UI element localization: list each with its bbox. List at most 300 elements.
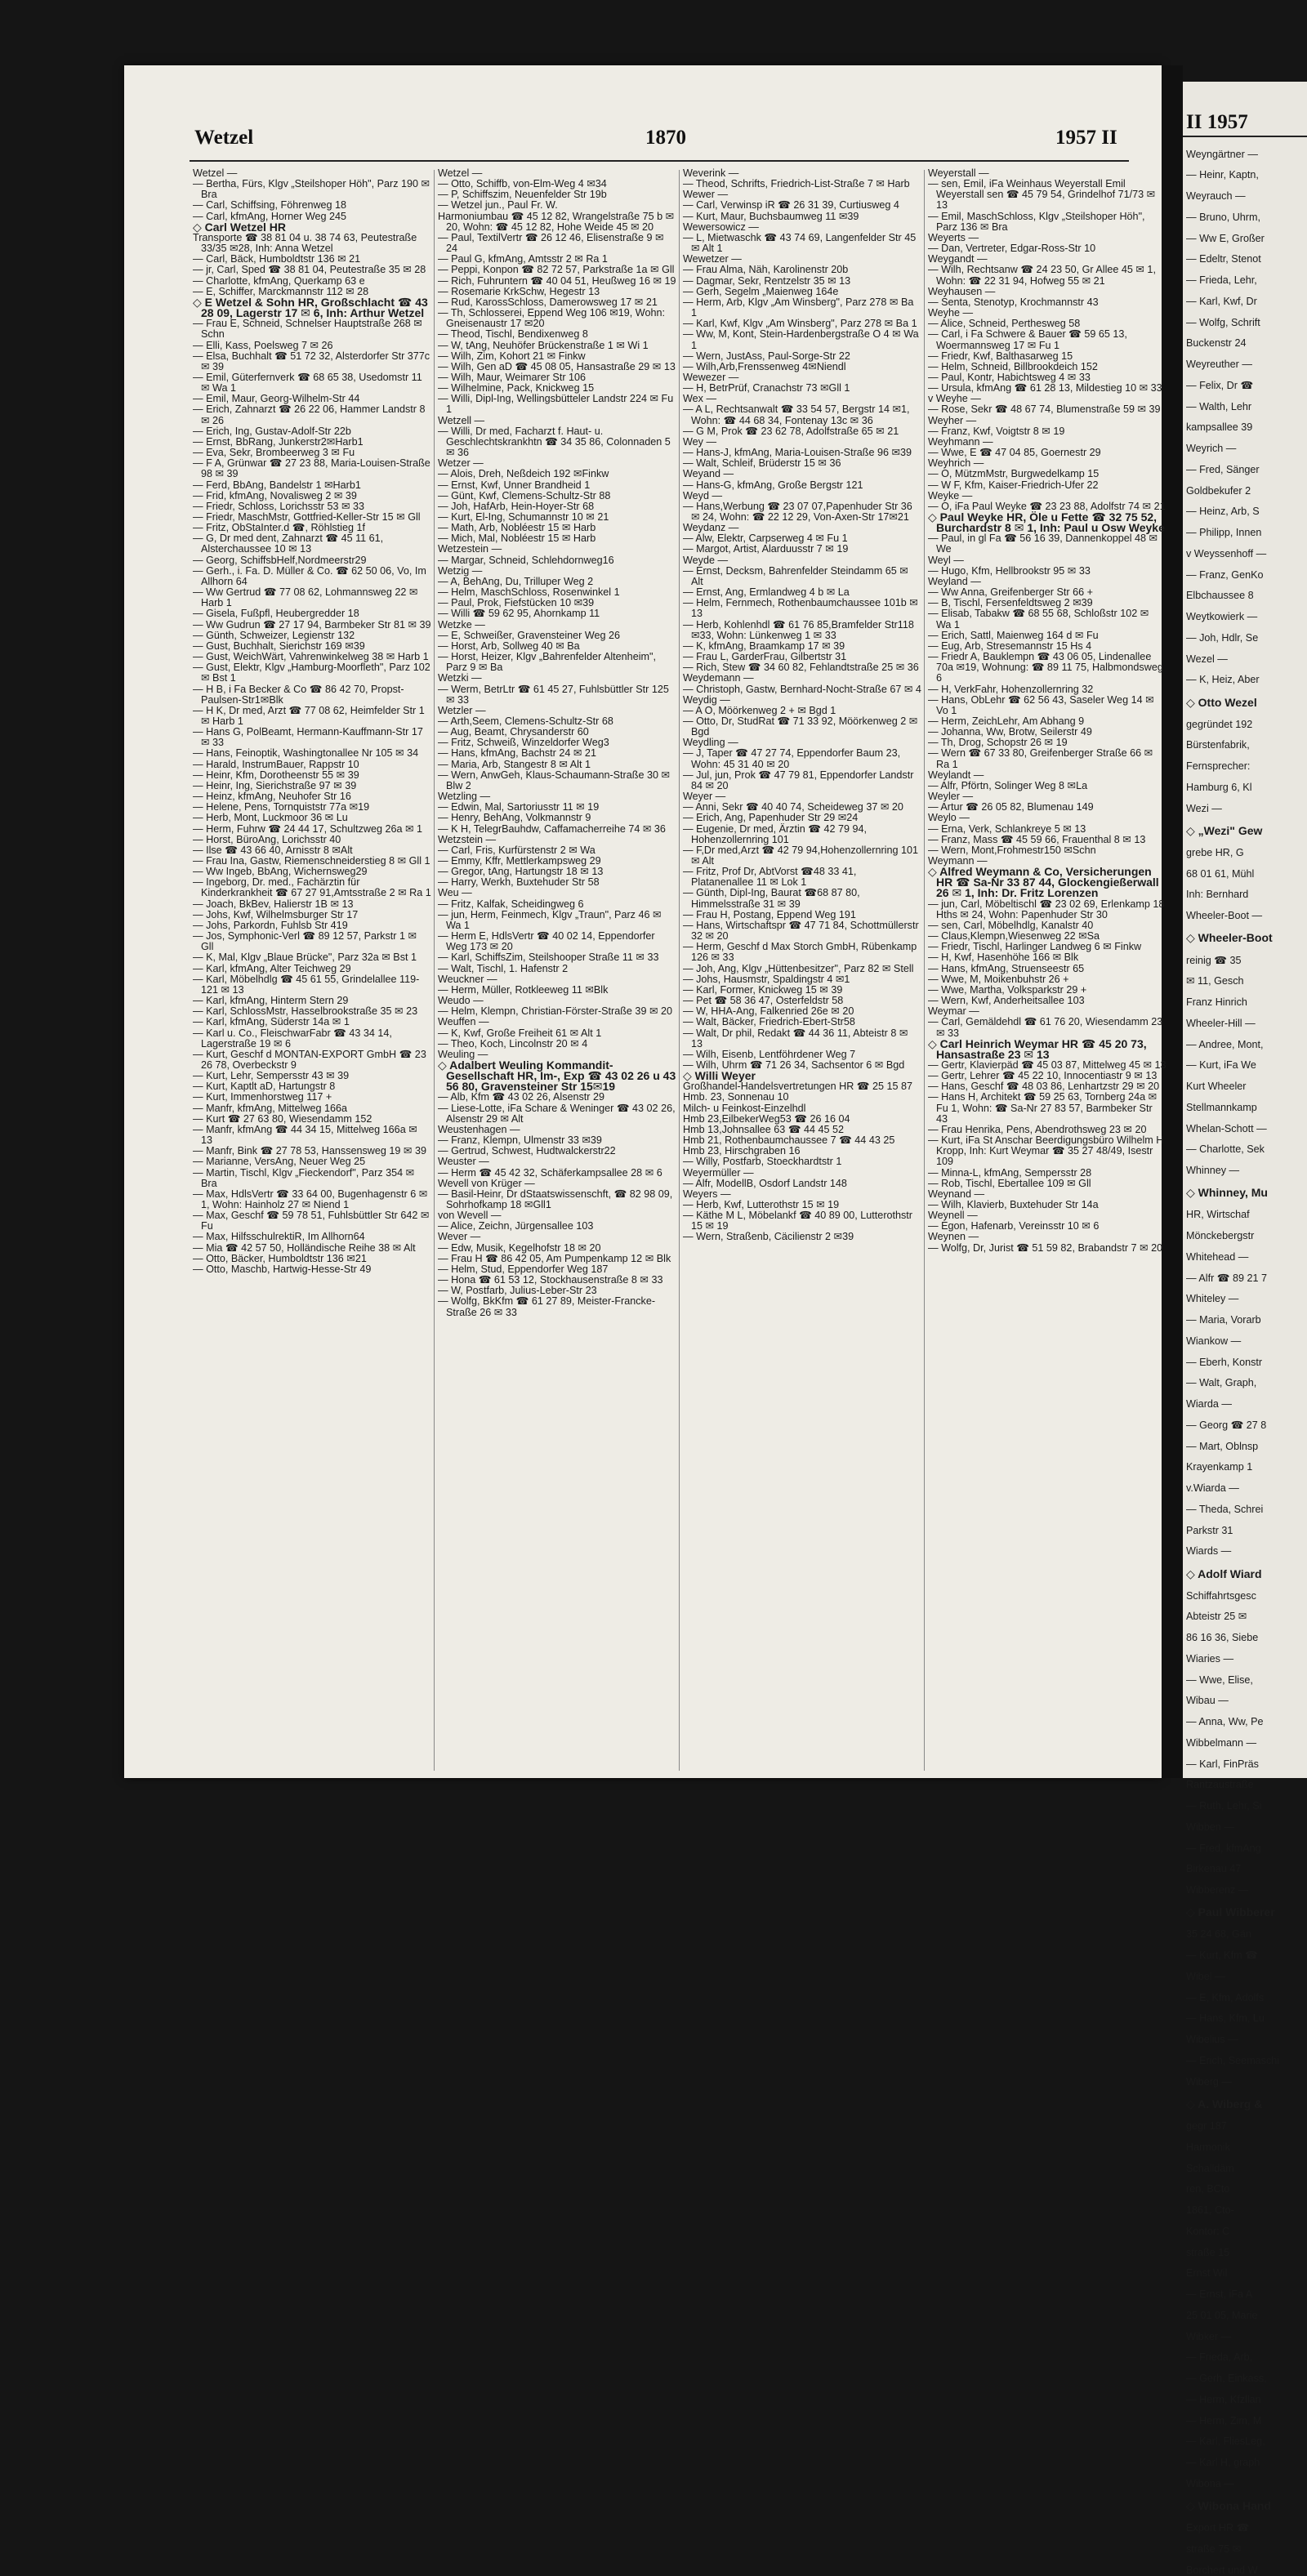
directory-entry: — Eberh, Konstr: [1186, 1356, 1263, 1368]
directory-entry: — Fred, Sänger: [1186, 463, 1260, 475]
directory-entry: — Th, Schlosserei, Eppend Weg 106 ✉19, Wohn: Gneisenaustr 17 ✉20: [438, 307, 665, 330]
directory-entry: Stellmannkamp: [1186, 1101, 1257, 1113]
directory-entry: — Wilh, Gen aD ☎ 45 08 05, Hansastraße 29 ✉ 13: [438, 360, 676, 372]
surname-heading: Weyhmann —: [928, 435, 993, 448]
directory-entry: — G M, Prok ☎ 23 62 78, Adolfstraße 65 ✉ 21: [683, 425, 899, 437]
surname-heading: Weyerstall —: [928, 167, 989, 179]
directory-entry: — Elisab, Tabakw ☎ 68 55 68, Schloßstr 102 ✉ Wa 1: [928, 608, 1149, 631]
directory-entry: — Joh, Hdlr, Se: [1186, 631, 1259, 644]
directory-entry: — Heinr, Kfm, Dorotheenstr 55 ✉ 39: [193, 769, 359, 781]
surname-heading: Weylo —: [928, 812, 970, 824]
directory-entry: — Karl, Former, Knickweg 15 ✉ 39: [683, 983, 843, 996]
directory-entry: — Martin, Tischl, Klgv „Fieckendorf", Parz 354 ✉ Bra: [193, 1166, 415, 1189]
directory-entry: — Ursula, kfmAng ☎ 61 28 13, Mildestieg 10 ✉ 33: [928, 382, 1162, 394]
directory-entry: — Karl, kfmAng, Hinterm Stern 29: [193, 995, 349, 1007]
directory-entry: — Frau H ☎ 86 42 05, Am Pumpenkamp 12 ✉ Blk: [438, 1252, 671, 1264]
directory-entry: Birkenau 47: [1186, 1863, 1242, 1875]
directory-entry: — Karl u. Co., FleischwarFabr ☎ 43 34 14, Lagerstraße 19 ✉ 6: [193, 1027, 392, 1050]
directory-entry: Franz Hinrich: [1186, 996, 1247, 1009]
directory-entry: — Charlotte, Sek: [1186, 1143, 1265, 1156]
surname-heading: Wibberenz —: [1186, 1884, 1249, 1896]
directory-entry: — Karl, Kwf, Klgv „Am Winsberg", Parz 278 ✉ Ba 1: [683, 318, 917, 330]
directory-entry: — Georg, SchiffsbHelf,Nordmeerstr29: [193, 554, 367, 566]
directory-entry: — Karl, SchlossMstr, Hasselbrookstraße 35 ✉ 23: [193, 1005, 418, 1018]
directory-entry: — Georg ☎ 27 8: [1186, 1419, 1267, 1431]
surname-heading: Wibelius —: [1186, 2034, 1238, 2046]
surname-heading: von Wevell —: [438, 1210, 502, 1222]
directory-entry: 25 01 05, Marie: [1186, 2309, 1258, 2321]
directory-entry: Fernsprecher:: [1186, 760, 1251, 773]
directory-entry: — G, Dr med dent, Zahnarzt ☎ 45 11 61, Alsterchaussee 10 ✉ 13: [193, 533, 384, 555]
directory-entry: — Joh, HafArb, Hein-Hoyer-Str 68: [438, 500, 595, 512]
directory-entry: — Rob, Tischl, Ebertallee 109 ✉ Gll: [928, 1177, 1091, 1189]
directory-entry: — Harry, Werkh, Buxtehuder Str 58: [438, 876, 600, 889]
directory-entry: — H, BetrPrüf, Cranachstr 73 ✉Gll 1: [683, 382, 850, 394]
directory-entry: — Willi ☎ 59 62 95, Ahornkamp 11: [438, 608, 600, 620]
directory-entry: — Ernst, Decksm, Bahrenfelder Steindamm 65 ✉ Alt: [683, 564, 908, 587]
directory-entry: grebe HR, G: [1186, 846, 1244, 858]
surname-heading: v Weyssenhoff —: [1186, 547, 1267, 559]
directory-entry: — Philipp, Innen: [1186, 527, 1262, 539]
directory-entry: — Karl, Möbelhdlg ☎ 45 61 55, Grindelallee 119-121 ✉ 13: [193, 973, 420, 996]
directory-entry: — Hans, Kfm, Lu: [1186, 2012, 1265, 2025]
directory-entry: — Alfr, Pförtn, Solinger Weg 8 ✉La: [928, 779, 1088, 791]
directory-entry: — Hans, Wirtschaftspr ☎ 47 71 84, Schottmüllerstr 32 ✉ 20: [683, 919, 919, 943]
surname-heading: Wibker —: [1186, 2330, 1232, 2342]
directory-entry: — Frau H, Postang, Eppend Weg 191: [683, 908, 856, 920]
directory-entry: — Gust, Buchhalt, Sierichstr 169 ✉39: [193, 640, 365, 652]
surname-heading: Weuffen —: [438, 1016, 489, 1028]
directory-entry: — Paul G, kfmAng, Amtsstr 2 ✉ Ra 1: [438, 253, 608, 265]
directory-entry: — Alb, Kfm ☎ 43 02 26, Alsenstr 29: [438, 1091, 604, 1103]
directory-entry: — Walth, Lehr: [1186, 400, 1252, 412]
directory-entry: — Wern, JustAss, Paul-Sorge-Str 22: [683, 350, 850, 362]
opposite-page: [1183, 82, 1307, 2576]
directory-entry: — Herb, Kwf, Lutterothstr 15 ✉ 19: [683, 1199, 840, 1210]
directory-entry: — Carl, Fris, Kurfürstenstr 2 ✉ Wa: [438, 844, 596, 856]
directory-entry: — Peppi, Konpon ☎ 82 72 57, Parkstraße 1a ✉ Gll: [438, 264, 675, 276]
directory-entry: — Karl H, graph: [1186, 2457, 1260, 2469]
surname-heading: Wetzell —: [438, 414, 485, 426]
directory-entry: — Karl, SchiffsZim, Steilshooper Straße 11 ✉ 33: [438, 952, 659, 964]
directory-entry: — Frieda, Lehr,: [1186, 274, 1257, 287]
directory-entry: — Otto, Bäcker, Humboldtstr 136 ✉21: [193, 1252, 367, 1264]
directory-entry: — Mia ☎ 42 57 50, Holländische Reihe 38 ✉ Alt: [193, 1241, 416, 1254]
surname-heading: Weyers —: [683, 1188, 731, 1200]
directory-entry: — Alice, Schneid, Perthesweg 58: [928, 318, 1081, 330]
surname-heading: Weyerts —: [928, 231, 979, 243]
surname-heading: Weyer —: [683, 791, 726, 803]
directory-entry: — Erna, Verk, Schlankreye 5 ✉ 13: [928, 822, 1086, 835]
directory-entry: Harmonik: [1186, 2141, 1230, 2153]
directory-entry: — Carl, Verwinsp iR ☎ 26 31 39, Curtiusweg 4: [683, 199, 899, 212]
directory-entry: — Artur ☎ 26 05 82, Blumenau 149: [928, 801, 1094, 813]
surname-heading: Wibben —: [1186, 1821, 1234, 1833]
directory-entry: — Rose, Sekr ☎ 48 67 74, Blumenstraße 59 ✉ 39: [928, 403, 1161, 416]
directory-entry: — Heinz, kfmAng, Neuhofer Str 16: [193, 791, 351, 803]
directory-entry: — Carl, kfmAng, Horner Weg 245: [193, 210, 347, 222]
surname-heading: Weygandt —: [928, 253, 988, 265]
surname-heading: Weu —: [438, 887, 472, 899]
surname-heading: Weynen —: [928, 1231, 979, 1243]
directory-entry: — Herm, Kfzllan: [1186, 2393, 1261, 2405]
directory-entry: — Hans, Feinoptik, Washingtonallee Nr 105 ✉ 34: [193, 747, 419, 760]
directory-entry: — Ww E, Großer: [1186, 232, 1265, 244]
opposite-page-column: [1186, 139, 1307, 2576]
directory-entry: — Hans G, PolBeamt, Hermann-Kauffmann-Str 17 ✉ 33: [193, 726, 423, 749]
surname-heading: Weyl —: [928, 554, 964, 566]
directory-entry: — Minna-L, kfmAng, Sempersstr 28: [928, 1166, 1092, 1179]
directory-entry: — Rich, Fuhruntern ☎ 40 04 51, Heußweg 16 ✉ 19: [438, 274, 676, 287]
surname-heading: Weyngärtner —: [1186, 148, 1258, 160]
directory-entry: — E, Schweißer, Gravensteiner Weg 26: [438, 629, 621, 641]
directory-entry: — Johs, Kwf, Wilhelmsburger Str 17: [193, 908, 359, 920]
directory-entry: — J, Taper ☎ 47 27 74, Eppendorfer Baum 23, Wohn: 45 31 40 ✉ 20: [683, 747, 901, 770]
directory-entry: — Johs, Parkordn, Fuhlsb Str 419: [193, 919, 348, 931]
directory-entry: — Günth, Dipl-Ing, Baurat ☎68 87 80, Himmelsstraße 31 ✉ 39: [683, 887, 860, 910]
directory-entry: — Helm, Schneid, Billbrookdeich 152: [928, 360, 1098, 372]
directory-entry: — Kurt, Maur, Buchsbaumweg 11 ✉39: [683, 210, 859, 222]
directory-entry: — Dagmar, Sekr, Rentzelstr 35 ✉ 13: [683, 274, 851, 287]
directory-entry: — Gertr, Lehrer ☎ 45 22 10, Innocentiastr 9 ✉ 13: [928, 1070, 1158, 1082]
directory-entry: — Ernst, Kwf, Unner Brandheid 1: [438, 479, 591, 491]
directory-entry: — Willi, Dr med, Facharzt f. Haut- u. Geschlechtskrankhtn ☎ 34 35 86, Colonnaden 5 ✉ 36: [438, 425, 671, 459]
directory-entry: — Walt, Schleif, Brüderstr 15 ✉ 36: [683, 457, 841, 470]
directory-entry: — Liese-Lotte, iFa Schare & Weninger ☎ 43 02 26, Alsenstr 29 ✉ Alt: [438, 1102, 676, 1125]
business-entry: ◇ Paul Wibberer: [1186, 1905, 1275, 1919]
directory-entry: — Helm, MaschSchloss, Rosenwinkel 1: [438, 586, 620, 599]
directory-entry: Kurt Wheeler: [1186, 1081, 1247, 1093]
directory-entry: — Frau Alma, Näh, Karolinenstr 20b: [683, 264, 849, 276]
directory-entry: — Wolfg, Schrift: [1186, 316, 1260, 328]
surname-heading: Weyhrich —: [928, 457, 984, 470]
directory-entry: — Ww, M, Kont, Stein-Hardenbergstraße O 4 ✉ Wa 1: [683, 328, 919, 351]
directory-entry: — Wern, Mont,Frohmestr150 ✉Schn: [928, 844, 1096, 856]
directory-entry: — Friedr, Schloss, Lorichsstr 53 ✉ 33: [193, 500, 365, 512]
directory-entry: — Gregor, tAng, Hartungstr 18 ✉ 13: [438, 866, 604, 878]
directory-entry: 35 24 68, Gän: [1186, 1928, 1251, 1941]
directory-entry: — Herb, Kohlenhdl ☎ 61 76 85,Bramfelder Str118 ✉33, Wohn: Lünkenweg 1 ✉ 33: [683, 618, 914, 641]
directory-entry: — A O, Möörkenweg 2 + ✉ Bgd 1: [683, 704, 836, 716]
directory-entry: — Frau Ina, Gastw, Riemenschneiderstieg 8 ✉ Gll 1: [193, 855, 430, 867]
directory-entry: — O, MützmMstr, Burgwedelkamp 15: [928, 468, 1100, 480]
directory-entry: — Wwe, Elise,: [1186, 1674, 1253, 1686]
directory-entry: Hmb 21, Rothenbaumchaussee 7 ☎ 44 43 25: [683, 1134, 895, 1147]
directory-entry: — P, Schiffszim, Neuenfelder Str 19b: [438, 189, 607, 201]
directory-entry: — Max, HdlsVertr ☎ 33 64 00, Bugenhagenstr 6 ✉ 1, Wohn: Hainholz 27 ✉ Niend 1: [193, 1188, 428, 1210]
directory-entry: — Horst, Heizer, Klgv „Bahrenfelder Altenheim", Parz 9 ✉ Ba: [438, 651, 656, 674]
directory-entry: ✉ 11, Gesch: [1186, 975, 1244, 987]
directory-entry: — K H, TelegrBauhdw, Caffamacherreihe 74 ✉ 36: [438, 822, 666, 835]
header-page-number: 1870: [645, 127, 686, 149]
surname-heading: Wewer —: [683, 189, 729, 201]
directory-entry: — Manfr, Bink ☎ 27 78 53, Hanssensweg 19 ✉ 39: [193, 1145, 426, 1157]
directory-entry: — W F, Kfm, Kaiser-Friedrich-Ufer 22: [928, 479, 1099, 491]
directory-entry: — Hans-G, kfmAng, Große Bergstr 121: [683, 479, 863, 491]
directory-entry: — Gertr, Klavierpäd ☎ 45 03 87, Mittelweg 45 ✉ 13: [928, 1058, 1166, 1071]
directory-entry: 86 16 36, Siebe: [1186, 1632, 1259, 1644]
surname-heading: Whitehead —: [1186, 1250, 1249, 1263]
directory-entry: — Elli, Kass, Poelsweg 7 ✉ 26: [193, 339, 333, 351]
directory-entry: — Erich, Ang, Papenhuder Str 29 ✉24: [683, 812, 859, 824]
directory-entry: Abteistr 25 ✉: [1186, 1611, 1247, 1623]
surname-heading: Wiards —: [1186, 1545, 1232, 1558]
directory-entry: — O, iFa Paul Weyke ☎ 23 23 88, Adolfstr 74 ✉ 21: [928, 500, 1166, 512]
directory-entry: — Margot, Artist, Alarduusstr 7 ✉ 19: [683, 543, 849, 555]
directory-entry: — Edw, Musik, Kegelhofstr 18 ✉ 20: [438, 1241, 601, 1254]
directory-entry: — Friedr A, Bauklempn ☎ 43 06 05, Lindenallee 70a ✉19, Wohnung: ☎ 89 11 75, Halbmondsweg 6: [928, 651, 1163, 684]
surname-heading: Weydling —: [683, 737, 738, 749]
business-entry: ◇ E Wetzel & Sohn HR, Großschlacht ☎ 43 28 09, Lagerstr 17 ✉ 6, Inh: Arthur Wetzel: [193, 295, 428, 320]
column-divider: [679, 170, 680, 1771]
business-entry: ◇ Whinney, Mu: [1186, 1186, 1268, 1200]
surname-heading: Wey —: [683, 435, 717, 448]
directory-entry: — Paul, Prok, Fiefstücken 10 ✉39: [438, 597, 595, 609]
directory-entry: — Anna, Ww, Pe: [1186, 1716, 1264, 1728]
directory-entry: ren, BCto: [1186, 2183, 1230, 2195]
directory-entry: — Alice, Zeichn, Jürgensallee 103: [438, 1220, 594, 1232]
directory-entry: — Joh, Ang, Klgv „Hüttenbesitzer", Parz 82 ✉ Stell: [683, 962, 914, 974]
directory-entry: — Wilh,Arb,Frenssenweg 4✉Niendl: [683, 360, 846, 372]
directory-entry: — Rud, KarossSchloss, Damerowsweg 17 ✉ 21: [438, 296, 658, 308]
directory-entry: — Ingeborg, Dr. med., Fachärztin für Kinderkrankheit ☎ 67 27 91,Amtsstraße 2 ✉ Ra 1: [193, 876, 431, 899]
directory-entry: — Kurt, iFa We: [1186, 1059, 1256, 1072]
surname-heading: Weynand —: [928, 1188, 985, 1200]
surname-heading: Weyler —: [928, 791, 974, 803]
opposite-page-header: II 1957: [1186, 111, 1248, 133]
directory-entry: — Wwe, Martha, Volksparkstr 29 +: [928, 983, 1087, 996]
directory-entry: Hmb 23, Hirschgraben 16: [683, 1145, 801, 1157]
surname-heading: Weuckner —: [438, 973, 497, 985]
directory-entry: — Fred, kfmAng: [1186, 1842, 1261, 1854]
directory-entry: — Fritz, ObStaInter.d ☎, Röhlstieg 1f: [193, 522, 365, 534]
surname-heading: Wetzel —: [438, 167, 483, 179]
directory-entry: Hamburg 6, Kl: [1186, 781, 1252, 793]
directory-entry: — Theda, Schrei: [1186, 1503, 1264, 1515]
directory-entry: — Wilh, Eisenb, Lentföhrdener Weg 7: [683, 1048, 856, 1060]
directory-entry: — Herm, ZeichLehr, Am Abhang 9: [928, 715, 1085, 727]
directory-entry: — Herm ☎ 45 42 32, Schäferkampsallee 28 ✉ 6: [438, 1166, 662, 1179]
surname-heading: Whiteley —: [1186, 1293, 1239, 1305]
surname-heading: Weyand —: [683, 468, 734, 480]
directory-entry: — E, Schiffer, Marckmannstr 112 ✉ 28: [193, 285, 369, 297]
directory-entry: — Horst, BüroAng, Lorichsstr 40: [193, 833, 341, 845]
directory-entry: — Kurt, Lehr, Sempersstr 43 ✉ 39: [193, 1070, 350, 1082]
surname-heading: Wibau —: [1186, 1695, 1229, 1707]
directory-entry: — Alfr ☎ 89 21 7: [1186, 1272, 1267, 1284]
business-entry: ◇ Adalbert Weuling Kommandit-Gesellschaft HR, Im-, Exp ☎ 43 02 26 u 43 56 80, Gravensteiner Str 15✉19: [438, 1058, 676, 1094]
directory-entry: Hmb. 23, Sonnenau 10: [683, 1091, 789, 1103]
directory-entry: Inh: Bernhard: [1186, 889, 1249, 901]
surname-heading: Weudo —: [438, 995, 484, 1007]
directory-entry: — Wilh, Maur, Weimarer Str 106: [438, 371, 587, 383]
directory-entry: — W, Postfarb, Julius-Leber-Str 23: [438, 1285, 597, 1297]
surname-heading: Weyke —: [928, 489, 973, 501]
directory-entry: — Frau Henrika, Pens, Abendrothsweg 23 ✉ 20: [928, 1123, 1147, 1135]
directory-entry: — Günth, Schweizer, Legienstr 132: [193, 629, 355, 641]
surname-heading: Wex —: [683, 393, 717, 405]
directory-entry: — Manfr, kfmAng ☎ 44 34 15, Mittelweg 166a ✉ 13: [193, 1123, 417, 1147]
directory-entry: — Ernst, BbRang, Junkerstr2✉Harb1: [193, 435, 364, 448]
business-entry: ◇ Alfred Weymann & Co, Versicherungen HR ☎ Sa-Nr 33 87 44, Glockengießerwall 26 ✉ 1, Inh: Dr. Fritz Lorenzen: [928, 865, 1159, 900]
directory-entry: — Arth,Seem, Clemens-Schultz-Str 68: [438, 715, 613, 727]
directory-entry: — Erich, Zahnarzt ☎ 26 22 06, Hammer Landstr 8 ✉ 26: [193, 403, 426, 426]
directory-entry: — Helm, Stud, Eppendorfer Weg 187: [438, 1263, 609, 1275]
directory-entry: — Wilh, Klavierb, Buxtehuder Str 14a: [928, 1199, 1099, 1210]
directory-entry: — Claus,Klempn,Wiesenweg 22 ✉Sa: [928, 930, 1100, 943]
directory-entry: — Edeltr, Stenot: [1186, 253, 1261, 265]
directory-entry: — Herm, Arb, Klgv „Am Winsberg", Parz 278 ✉ Ba 1: [683, 296, 914, 319]
directory-entry: — Otto, Schiffb, von-Elm-Weg 4 ✉34: [438, 178, 607, 190]
directory-entry: — Herm, Zim, M: [1186, 2414, 1262, 2427]
directory-entry: Milch- u Feinkost-Einzelhdl: [683, 1102, 806, 1114]
directory-entry: — K, Kwf, Große Freiheit 61 ✉ Alt 1: [438, 1027, 602, 1039]
directory-entry: — Wilh, Rechtsanw ☎ 24 23 50, Gr Allee 45 ✉ 1, Wohn: ☎ 22 31 94, Hofweg 55 ✉ 21: [928, 264, 1156, 287]
directory-entry: — Helm, Klempn, Christian-Förster-Straße 39 ✉ 20: [438, 1005, 672, 1018]
directory-entry: — Theod, Tischl, Bendixenweg 8: [438, 328, 588, 341]
surname-heading: Wetzestein —: [438, 543, 502, 555]
directory-entry: — K, Heiz, Aber: [1186, 674, 1260, 686]
directory-entry: — Wolfg, Dr, Jurist ☎ 51 59 82, Brabandstr 7 ✉ 20: [928, 1241, 1163, 1254]
directory-entry: — Hans, ObLehr ☎ 62 56 43, Saseler Weg 14 ✉ Vo 1: [928, 693, 1154, 716]
directory-entry: — Wern, Kwf, Anderheitsallee 103: [928, 995, 1085, 1007]
surname-heading: Weyher —: [928, 414, 977, 426]
surname-heading: Weyreuther —: [1186, 359, 1252, 371]
directory-entry: — W, HHA-Ang, Falkenried 26e ✉ 20: [683, 1005, 854, 1018]
directory-entry: — Wolfg, BkKfm ☎ 61 27 89, Meister-Francke-Straße 26 ✉ 33: [438, 1295, 656, 1318]
directory-entry: Hmb 13,Johnsallee 63 ☎ 44 45 52: [683, 1123, 845, 1135]
directory-entry: — Bruno, Uhrm,: [1186, 211, 1260, 223]
directory-entry: — Hans, kfmAng, Bachstr 24 ✉ 21: [438, 747, 596, 760]
directory-entry: — Ferd, BbAng, Bandelstr 1 ✉Harb1: [193, 479, 361, 491]
surname-heading: Wetzler —: [438, 704, 486, 716]
directory-entry: — Karl, FinPräs: [1186, 1758, 1259, 1770]
directory-entry: — Fritz, Schweiß, Winzeldorfer Weg3: [438, 737, 609, 749]
directory-entry: — Johs, Hausmstr, Spaldingstr 4 ✉1: [683, 973, 850, 985]
directory-entry: — Otto, Maschb, Hartwig-Hesse-Str 49: [193, 1263, 372, 1275]
directory-entry: — Gerh., i. Fa. D. Müller & Co. ☎ 62 50 06, Vo, Im Allhorn 64: [193, 564, 426, 587]
directory-entry: — Senta, Stenotyp, Krochmannstr 43: [928, 296, 1099, 308]
directory-entry: — Erich, Ing, Gustav-Adolf-Str 22b: [193, 425, 351, 437]
directory-entry: — Friedr, Kwf, Balthasarweg 15: [928, 350, 1073, 362]
directory-entry: Borchert und W: [1186, 2564, 1258, 2576]
directory-entry: — Herm, Fuhrw ☎ 24 44 17, Schultzweg 26a ✉ 1: [193, 822, 423, 835]
directory-entry: 1861, Cto-: [1186, 2204, 1234, 2217]
surname-heading: Weyde —: [683, 554, 729, 566]
surname-heading: Wiankow —: [1186, 1335, 1242, 1347]
directory-entry: — Jul, jun, Prok ☎ 47 79 81, Eppendorfer Landstr 84 ✉ 20: [683, 769, 914, 791]
directory-entry: — Wilh, Zim, Kohort 21 ✉ Finkw: [438, 350, 586, 362]
directory-entry: Export HR ☎: [1186, 2522, 1250, 2534]
directory-entry: — Max, Geschf ☎ 59 78 51, Fuhlsbüttler Str 642 ✉ Fu: [193, 1210, 430, 1232]
surname-heading: Weydanz —: [683, 522, 739, 534]
directory-entry: — Heinr, Kaptn,: [1186, 169, 1259, 181]
directory-entry: Parkstr 31: [1186, 1524, 1233, 1536]
directory-entry: — Wern, AnwGeh, Klaus-Schaumann-Straße 30 ✉ Blw 2: [438, 769, 671, 791]
directory-entry: — Eva, Sekr, Brombeerweg 3 ✉ Fu: [193, 447, 355, 459]
surname-heading: Wetzke —: [438, 618, 485, 631]
directory-entry: — Karl, Kwf, Dr: [1186, 295, 1257, 307]
surname-heading: Weyhe —: [928, 307, 974, 319]
directory-entry: — E, Kfm, Adolfs: [1186, 1991, 1265, 2003]
directory-entry: — Frau L, GarderFrau, Gilbertstr 31: [683, 651, 847, 663]
directory-entry: — Eug, Arb, Stresemannstr 15 Hs 4: [928, 640, 1092, 652]
directory-entry: — sen, Carl, Möbelhdlg, Kanalstr 40: [928, 919, 1094, 931]
surname-heading: Weydemann —: [683, 672, 754, 684]
surname-heading: Weynell —: [928, 1210, 978, 1222]
directory-entry: — Egon, Hafenarb, Vereinsstr 10 ✉ 6: [928, 1220, 1100, 1232]
directory-entry: — F A, Grünwar ☎ 27 23 88, Maria-Louisen-Straße 98 ✉ 39: [193, 457, 430, 480]
surname-heading: Weyland —: [928, 575, 981, 587]
directory-entry: — Franz, Klempn, Ulmenstr 33 ✉39: [438, 1134, 602, 1147]
directory-entry: — Theod, Schrifts, Friedrich-List-Straße 7 ✉ Harb: [683, 178, 910, 190]
directory-entry: — Friedr, Tischl, Harlinger Landweg 6 ✉ Finkw: [928, 941, 1142, 953]
directory-entry: — Kurt, Geschf d MONTAN-EXPORT GmbH ☎ 23 26 78, Overbeckstr 9: [193, 1048, 426, 1071]
directory-entry: — Alfr, ModellB, Osdorf Landstr 148: [683, 1177, 847, 1189]
directory-entry: — Felix, Dr ☎: [1186, 379, 1254, 391]
directory-entry: — Alois, Dreh, Neßdeich 192 ✉Finkw: [438, 468, 609, 480]
directory-entry: — Werm, BetrLtr ☎ 61 45 27, Fuhlsbüttler Str 125 ✉ 33: [438, 683, 669, 706]
directory-entry: — Ernst, iFa A: [1186, 2289, 1253, 2301]
directory-entry: — Margar, Schneid, Schlehdornweg16: [438, 554, 614, 566]
directory-entry: Ernst Wil: [1186, 2267, 1228, 2280]
surname-heading: Weymann —: [928, 855, 988, 867]
directory-entry: — Gerh, Einkass,: [1186, 2373, 1267, 2385]
directory-entry: — jr, Carl, Sped ☎ 38 81 04, Peutestraße 35 ✉ 28: [193, 264, 426, 276]
directory-entry: reinig ☎ 35: [1186, 954, 1242, 966]
directory-entry: — Walt, Graph,: [1186, 1377, 1257, 1389]
directory-entry: — Jos, Symphonic-Verl ☎ 89 12 57, Parkstr 1 ✉ Gll: [193, 930, 417, 953]
directory-entry: — H B, i Fa Becker & Co ☎ 86 42 70, Propst-Paulsen-Str1✉Blk: [193, 683, 404, 706]
business-entry: ◇ „Wezi" Gew: [1186, 823, 1263, 837]
directory-entry: — Theo, Koch, Lincolnstr 20 ✉ 4: [438, 1037, 588, 1050]
directory-entry: — Paul, in gl Fa ☎ 56 16 39, Dannenkoppel 48 ✉ We: [928, 533, 1158, 555]
directory-entry: — Rosemarie KrkSchw, Hegestr 13: [438, 285, 600, 297]
directory-entry: gegründet 192: [1186, 718, 1253, 730]
business-entry: ◇ Wheeler-Boot: [1186, 931, 1273, 945]
surname-heading: Weydig —: [683, 693, 730, 706]
directory-entry: — Eugenie, Dr med, Ärztin ☎ 42 79 94, Hohenzollernring 101: [683, 822, 867, 845]
directory-entry: — Wilhelmine, Pack, Knickweg 15: [438, 382, 595, 394]
business-entry: ◇ Carl Wetzel HR: [193, 220, 286, 234]
directory-entry: — Wwe, M, Moikenbuhstr 26 +: [928, 973, 1069, 985]
header-rule: [190, 160, 1129, 162]
directory-entry: — Willi, Dipl-Ing, Wellingsbütteler Landstr 224 ✉ Fu 1: [438, 393, 674, 416]
surname-heading: Whinney —: [1186, 1165, 1240, 1177]
surname-heading: Weyhausen —: [928, 285, 996, 297]
directory-entry: — Edwin, Mal, Sartoriusstr 11 ✉ 19: [438, 801, 600, 813]
directory-entry: — Wilh, Uhrm ☎ 71 26 34, Sachsentor 6 ✉ Bgd: [683, 1058, 905, 1071]
directory-entry: — Helene, Pens, Tornquiststr 77a ✉19: [193, 801, 370, 813]
directory-entry: — Christoph, Gastw, Bernhard-Nocht-Straße 67 ✉ 4: [683, 683, 921, 695]
directory-entry: — Pet ☎ 58 36 47, Osterfeldstr 58: [683, 995, 844, 1007]
directory-entry: — Ww Ingeb, BbAng, Wichernsweg29: [193, 866, 368, 878]
directory-entry: Hmb 23,EilbekerWeg53 ☎ 26 16 04: [683, 1112, 850, 1125]
surname-heading: Weyrich —: [1186, 443, 1237, 455]
directory-column-3: [683, 168, 921, 1773]
directory-entry: straße 75 ✉: [1186, 2543, 1242, 2555]
directory-entry: — Mich, Mal, Nobléestr 15 ✉ Harb: [438, 533, 596, 545]
business-entry: ◇ Adolf Wiard: [1186, 1567, 1262, 1580]
directory-entry: Buckenstr 24: [1186, 337, 1247, 350]
directory-entry: — Hans H, Architekt ☎ 59 25 63, Tornberg 24a ✉ Fu 1, Wohn: ☎ Sa-Nr 27 83 57, Barmbeker Str 43: [928, 1091, 1158, 1125]
directory-entry: — Johanna, Ww, Brotw, Seilerstr 49: [928, 726, 1092, 738]
surname-heading: Weymar —: [928, 1005, 979, 1018]
directory-entry: — Charlotte, kfmAng, Querkamp 63 e: [193, 274, 365, 287]
directory-entry: — Carl, Bäck, Humboldtstr 136 ✉ 21: [193, 253, 361, 265]
directory-entry: — Ernst, Ang, Ermlandweg 4 b ✉ La: [683, 586, 850, 599]
surname-heading: Weuster —: [438, 1156, 489, 1168]
